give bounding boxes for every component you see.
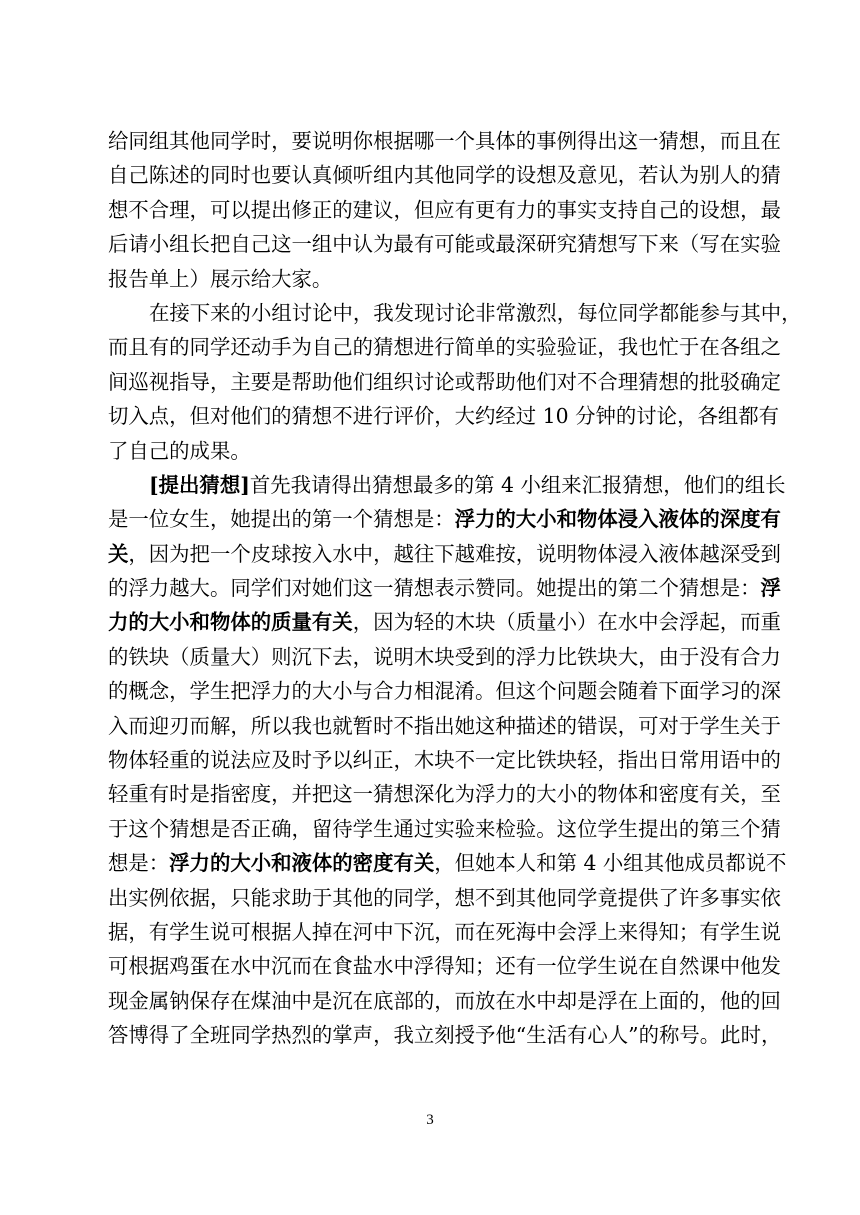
- bold-text-run: 浮力的大小和物体浸入液体的深度有: [454, 507, 781, 532]
- text-line: [108, 812, 781, 846]
- text-line: [108, 640, 781, 674]
- text-run: 想是：: [108, 851, 170, 876]
- text-run: 物体轻重的说法应及时予以纠正，木块不一定比铁块轻，指出日常用语中的: [108, 748, 781, 773]
- text-line: [108, 468, 786, 502]
- text-run: 给同组其他同学时，要说明你根据哪一个具体的事例得出这一猜想，而且在: [108, 129, 781, 153]
- text-run: 的浮力越大。同学们对她们这一猜想表示赞同。她提出的第二个猜想是：: [108, 576, 761, 601]
- text-run: ，但她本人和第 4 小组其他成员都说不: [434, 851, 787, 876]
- text-run: 在接下来的小组讨论中，我发现讨论非常激烈，每位同学都能参与其中，: [149, 300, 802, 325]
- text-run: 的概念，学生把浮力的大小与合力相混淆。但这个问题会随着下面学习的深: [108, 679, 781, 704]
- text-run: 于这个猜想是否正确，留待学生通过实验来检验。这位学生提出的第三个猜: [108, 816, 781, 841]
- text-run: 轻重有时是指密度，并把这一猜想深化为浮力的大小的物体和密度有关，至: [108, 782, 781, 807]
- text-line: [108, 743, 781, 777]
- text-line: [108, 434, 758, 468]
- text-run: 现金属钠保存在煤油中是沉在底部的，而放在水中却是浮在上面的，他的回: [108, 988, 781, 1013]
- text-line: [108, 193, 781, 227]
- text-run: 可根据鸡蛋在水中沉而在食盐水中浮得知；还有一位学生说在自然课中他发: [108, 954, 781, 979]
- text-run: 而且有的同学还动手为自己的猜想进行简单的实验验证，我也忙于在各组之: [108, 335, 781, 360]
- bold-text-run: 关: [108, 541, 129, 566]
- text-line: [108, 571, 781, 605]
- bold-text-run: 浮: [760, 576, 781, 601]
- text-run: 入而迎刃而解，所以我也就暂时不指出她这种描述的错误，可对于学生关于: [108, 713, 781, 738]
- text-line: [108, 365, 781, 399]
- text-line: [108, 605, 781, 639]
- text-run: 的铁块（质量大）则沉下去，说明木块受到的浮力比铁块大，由于没有合力: [108, 644, 781, 669]
- text-line: [108, 502, 781, 536]
- text-line: [108, 949, 781, 983]
- text-line: [108, 915, 781, 949]
- text-line: [108, 777, 781, 811]
- document-body: [108, 124, 802, 1053]
- bold-text-run: 浮力的大小和液体的密度有关: [169, 851, 435, 876]
- text-run: 自己陈述的同时也要认真倾听组内其他同学的设想及意见，若认为别人的猜: [108, 163, 781, 188]
- text-line: [108, 709, 781, 743]
- text-run: 首先我请得出猜想最多的第 4 小组来汇报猜想，他们的组长: [249, 472, 786, 497]
- page-number: 3: [426, 1112, 434, 1128]
- text-line: [108, 399, 780, 433]
- text-run: 后请小组长把自己这一组中认为最有可能或最深研究猜想写下来（写在实验: [108, 232, 781, 257]
- text-run: 据，有学生说可根据人掉在河中下沉，而在死海中会浮上来得知；有学生说: [108, 919, 781, 944]
- text-run: 想不合理，可以提出修正的建议，但应有更有力的事实支持自己的设想，最: [108, 197, 781, 222]
- text-run: 间巡视指导，主要是帮助他们组织讨论或帮助他们对不合理猜想的批驳确定: [108, 369, 781, 394]
- text-run: ，因为轻的木块（质量小）在水中会浮起，而重: [352, 610, 781, 635]
- text-line: [108, 1018, 782, 1052]
- bold-text-run: 力的大小和物体的质量有关: [108, 610, 353, 635]
- text-run: ，因为把一个皮球按入水中，越往下越难按，说明物体浸入液体越深受到: [128, 541, 781, 566]
- text-line: [108, 984, 781, 1018]
- text-run: 切入点，但对他们的猜想不进行评价，大约经过 10 分钟的讨论，各组都有: [108, 404, 780, 429]
- text-line: [108, 296, 802, 330]
- bold-text-run: [提出猜想]: [149, 472, 250, 497]
- text-line: [108, 262, 758, 296]
- text-line: [108, 881, 781, 915]
- text-line: [108, 674, 781, 708]
- text-line: [108, 846, 787, 880]
- text-run: 是一位女生，她提出的第一个猜想是：: [108, 507, 455, 532]
- text-line: [108, 158, 781, 192]
- text-run: 报告单上）展示给大家。: [108, 266, 333, 291]
- text-run: 出实例依据，只能求助于其他的同学，想不到其他同学竟提供了许多事实依: [108, 885, 781, 910]
- text-line: [108, 124, 781, 158]
- text-run: 答博得了全班同学热烈的掌声，我立刻授予他“生活有心人”的称号。此时，: [108, 1023, 782, 1048]
- text-line: [108, 330, 781, 364]
- text-run: 了自己的成果。: [108, 438, 251, 463]
- text-line: [108, 227, 781, 261]
- text-line: [108, 537, 781, 571]
